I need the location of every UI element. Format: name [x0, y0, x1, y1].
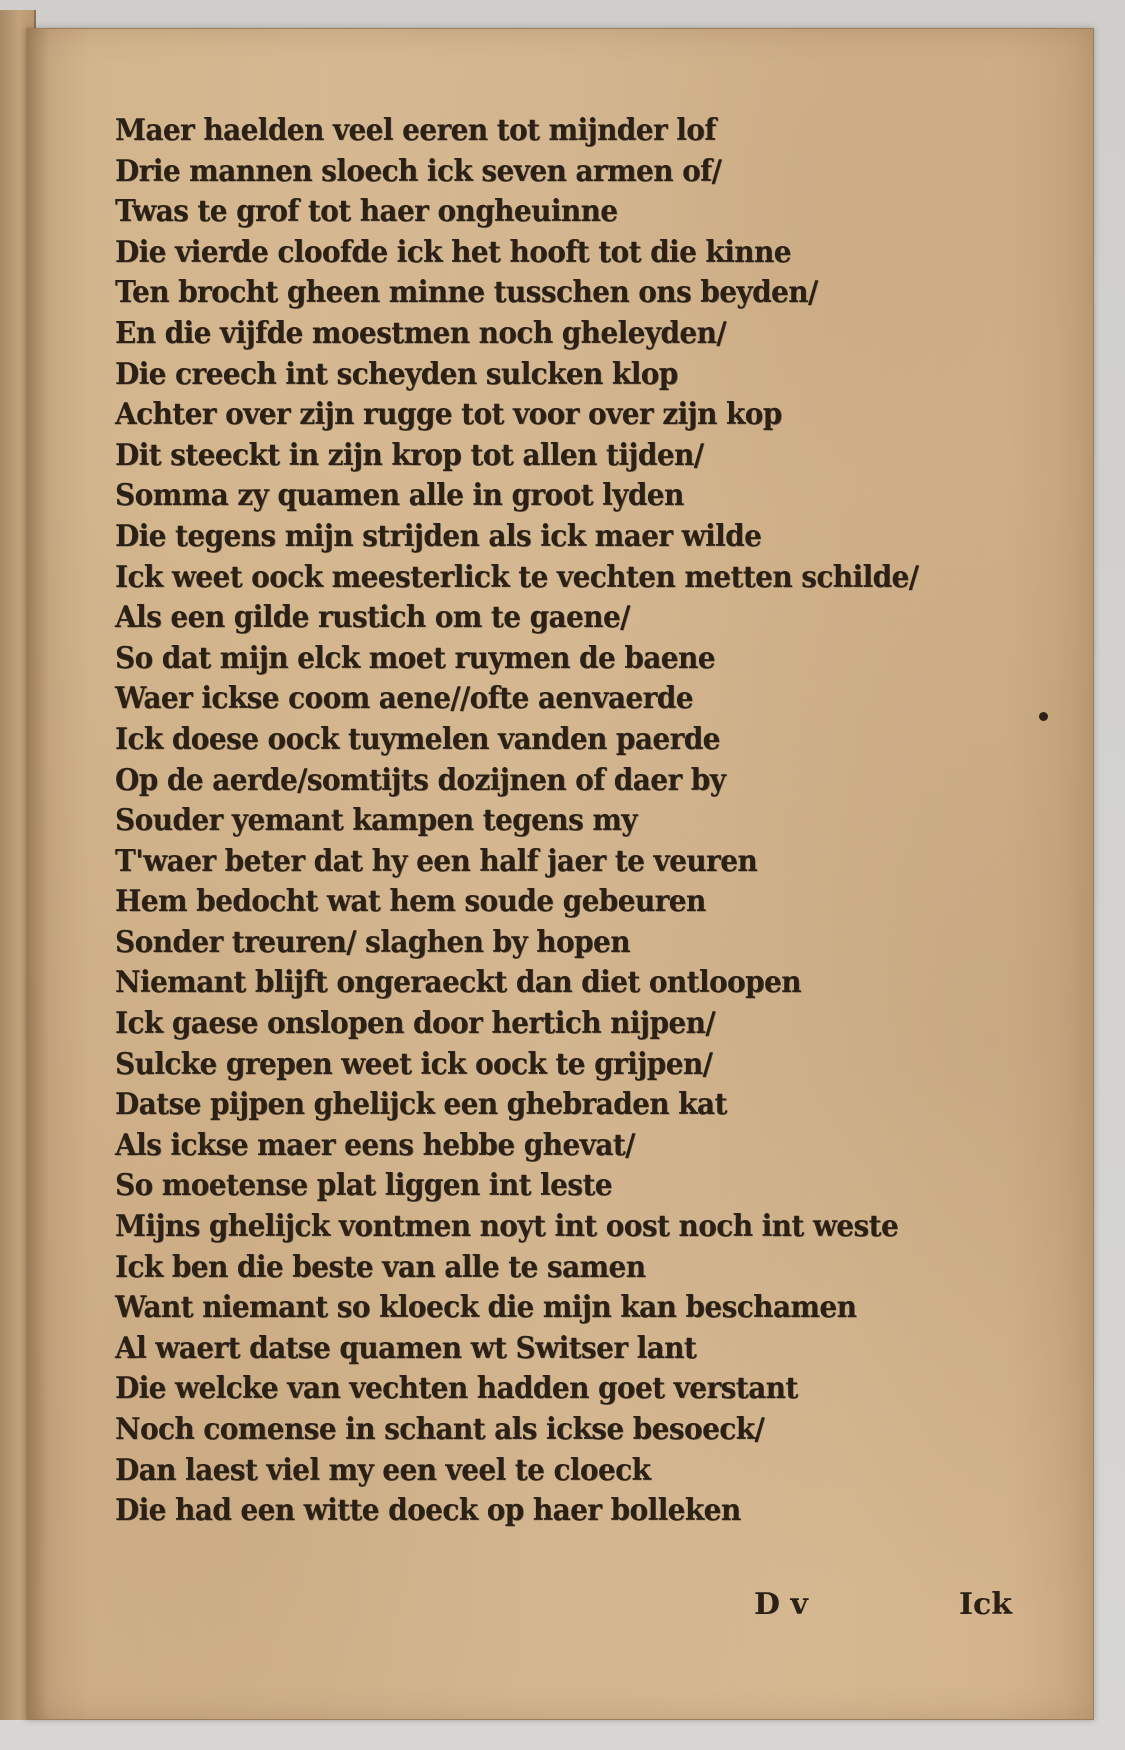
catchword: Ick: [959, 1587, 1013, 1622]
verse-line: Ick gaese onslopen door hertich nijpen/: [115, 1006, 715, 1042]
verse-line: Op de aerde/somtijts dozijnen of daer by: [115, 762, 726, 798]
verse-line: So moetense plat liggen int leste: [115, 1168, 612, 1204]
verse-line: Die vierde cloofde ick het hooft tot die kinne: [115, 234, 791, 270]
verse-line: Die welcke van vechten hadden goet verstant: [115, 1371, 798, 1407]
verse-line: Ten brocht gheen minne tusschen ons beyden/: [115, 275, 818, 311]
verse-line: Ick ben die beste van alle te samen: [115, 1249, 646, 1285]
verse-line: Die had een witte doeck op haer bolleken: [115, 1493, 741, 1529]
verse-text-block: [115, 111, 1075, 1532]
verse-line: Al waert datse quamen wt Switser lant: [115, 1330, 697, 1366]
verse-line: Sonder treuren/ slaghen by hopen: [115, 924, 630, 960]
verse-line: Twas te grof tot haer ongheuinne: [115, 194, 618, 230]
verse-line: Datse pijpen ghelijck een ghebraden kat: [115, 1087, 727, 1123]
verse-line: T'waer beter dat hy een half jaer te veuren: [115, 843, 758, 879]
verse-line: Maer haelden veel eeren tot mijnder lof: [115, 113, 716, 148]
page-footer: [27, 1587, 1093, 1631]
verse-line: Ick weet oock meesterlick te vechten metten schilde/: [115, 559, 919, 595]
page-sheet: [26, 28, 1094, 1720]
signature-mark: D v: [754, 1587, 808, 1622]
verse-line: Mijns ghelijck vontmen noyt int oost noch int weste: [115, 1209, 899, 1245]
verse-line: Als ickse maer eens hebbe ghevat/: [115, 1127, 635, 1163]
verse-line: So dat mijn elck moet ruymen de baene: [115, 640, 715, 676]
ink-speck: [1039, 712, 1048, 721]
verse-line: Niemant blijft ongeraeckt dan diet ontloopen: [115, 965, 801, 1001]
page-gutter-shadow: [27, 29, 49, 1719]
verse-line: Somma zy quamen alle in groot lyden: [115, 478, 684, 514]
verse-line: Waer ickse coom aene//ofte aenvaerde: [115, 681, 693, 717]
verse-line: Sulcke grepen weet ick oock te grijpen/: [115, 1046, 713, 1082]
verse-line: Want niemant so kloeck die mijn kan beschamen: [115, 1290, 857, 1326]
verse-line: Achter over zijn rugge tot voor over zijn kop: [115, 397, 782, 433]
verse-line: Als een gilde rustich om te gaene/: [115, 600, 630, 636]
verse-line: Noch comense in schant als ickse besoeck/: [115, 1412, 765, 1447]
verse-line: Die tegens mijn strijden als ick maer wilde: [115, 518, 762, 554]
verse-line: En die vijfde moestmen noch gheleyden/: [115, 315, 726, 351]
verse-line: Dit steeckt in zijn krop tot allen tijden/: [115, 437, 704, 473]
verse-line: Ick doese oock tuymelen vanden paerde: [115, 721, 720, 757]
verse-line: Hem bedocht wat hem soude gebeuren: [115, 884, 706, 920]
verse-line: Souder yemant kampen tegens my: [115, 803, 637, 839]
verse-line: Dan laest viel my een veel te cloeck: [115, 1452, 651, 1488]
verse-line: Die creech int scheyden sulcken klop: [115, 356, 678, 392]
verse-line: Drie mannen sloech ick seven armen of/: [115, 153, 722, 189]
